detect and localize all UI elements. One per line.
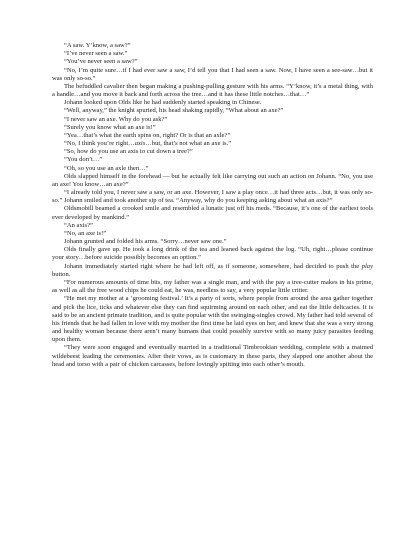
paragraph: “I’ve never seen a saw.”	[64, 50, 128, 58]
paragraph: “You don’t…”	[64, 156, 103, 164]
paragraph: The befuddled cavalier then began making a pushing-pulling gesture with his arms. “Y’know, it’s a metal thing, with a handle…and you move it back and forth across the tree…and it has these little notches…that…”	[52, 82, 373, 99]
paragraph: “For numerous amounts of time bits, my father was a single man, and with the pay a tree-cutter makes in his prime, as well as all the free wood chips he could eat, he was, needless to say, a very popular little critter.	[52, 278, 373, 295]
document-page	[52, 42, 373, 369]
paragraph: Johann immediately started right where he had left off, as if someone, somewhere, had decided to push the play button.	[52, 262, 373, 278]
paragraph: “I never saw an axe. Why do you ask?”	[64, 115, 168, 123]
paragraph: “A saw. Y’know, a saw?”	[64, 42, 131, 49]
paragraph: Johann looked upon Olds like he had suddenly started speaking in Chinese.	[64, 99, 262, 107]
paragraph: Olds slapped himself in the forehead — but he actually felt like carrying out such an action on Johann. “No, you use an axe! You know…an axe?”	[52, 172, 373, 188]
paragraph: Olds finally gave up. He took a long drink of the tea and leaned back against the log. “Uh, right…please continue your story…before suicide possibly becomes an option.”	[52, 246, 373, 262]
paragraph: “I already told you, I never saw a saw, or an axe. However, I saw a play once…it had three acts…but, it was only so-so.” Johann smiled and took another sip of tea. “Anyway, why do you keeping asking about what an axis?”	[52, 189, 373, 205]
paragraph: “No, I’m quite sure…if I had ever saw a saw, I’d tell you that I had seen a saw. Now, I have seen a see-saw…but it was only so-so.”	[52, 66, 373, 82]
paragraph: “So, how do you use an axis to cut down a tree?”	[64, 148, 193, 156]
paragraph: “He met my mother at a ‘grooming festival.’ It’s a party of sorts, where people from around the area gather together and pick the lice, ticks and whatever else they can find squirming around on each other, and eat the little delicacies. It is said to be an ancient primate tradition, and is quite popular with the swinging-singles crowd. My father had told several of his friends that he had fallen in love with my mother the first time he laid eyes on her, and knew that she was a very strong and healthy woman because there aren’t many humans that could possibly survive with so many juicy parasites feeding upon them.	[52, 295, 373, 344]
paragraph: “An axis?”	[64, 221, 93, 229]
paragraph: “Well, anyway,” the knight spurted, his head shaking rapidly, “What about an axe?”	[64, 107, 284, 115]
paragraph: Oldsmobill beamed a crooked smile and resembled a lunatic just off his meds. “Because, it’s one of the earliest tools ever developed by mankind.”	[52, 205, 373, 221]
paragraph: “Yea…that’s what the earth spins on, right? Or is that an axle?”	[64, 131, 231, 139]
paragraph: “No, I think you’re right…axis…but, that’s not what an axe is.”	[64, 140, 232, 148]
paragraph: Johann grunted and folded his arms. “Sorry…never saw one.”	[64, 238, 227, 246]
paragraph: “They were soon engaged and eventually married in a traditional Timbrookian wedding, complete with a maimed wildebeest leading the ceremonies. After their vows, as is customary in these parts, they slapped one another about the head and torso with a pair of chicken carcasses, before lovingly spitting into each other’s mouth.	[52, 344, 373, 368]
paragraph: “Surely you know what an axe is!”	[64, 123, 156, 131]
paragraph: “No, an axe is!”	[64, 229, 107, 237]
paragraph: “Oh, so you use an axle then…”	[64, 164, 149, 172]
paragraph: “You’ve never seen a saw?”	[64, 58, 138, 66]
